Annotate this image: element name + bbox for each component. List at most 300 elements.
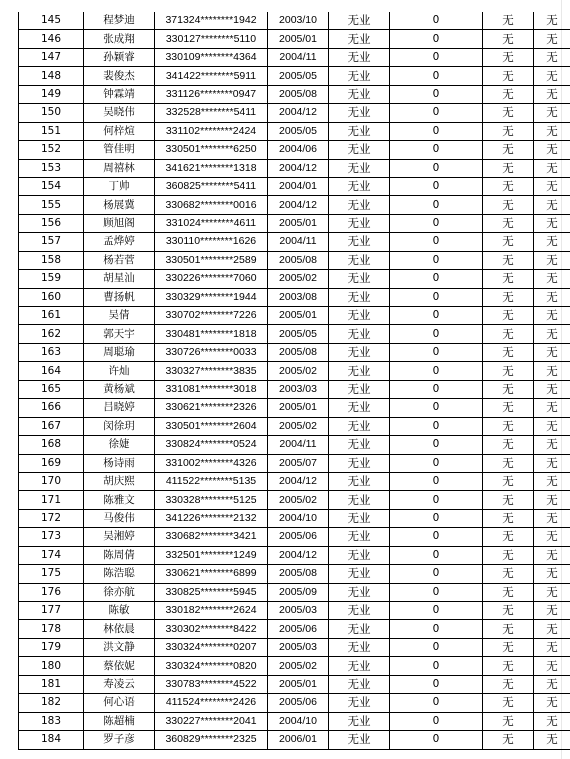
table-row (19, 731, 570, 749)
table-row (19, 638, 570, 656)
field-a-cell: 无 (483, 343, 534, 361)
field-b-cell: 无 (534, 48, 570, 66)
person-name-cell: 杨若菅 (84, 251, 155, 269)
id-number-cell: 371324********1942 (155, 12, 268, 30)
person-name-cell: 洪文静 (84, 638, 155, 656)
field-a-cell: 无 (483, 620, 534, 638)
field-b-cell: 无 (534, 583, 570, 601)
amount-cell: 0 (390, 694, 483, 712)
field-a-cell: 无 (483, 122, 534, 140)
occupation-cell: 无业 (329, 620, 390, 638)
birth-month-cell: 2004/10 (268, 509, 329, 527)
birth-month-cell: 2004/11 (268, 436, 329, 454)
row-number-cell: 145 (19, 12, 84, 30)
row-number-cell: 165 (19, 380, 84, 398)
field-b-cell: 无 (534, 307, 570, 325)
row-number-cell: 170 (19, 472, 84, 490)
id-number-cell: 341226********2132 (155, 509, 268, 527)
person-name-cell: 徐婕 (84, 436, 155, 454)
field-b-cell: 无 (534, 675, 570, 693)
person-name-cell: 孙颖睿 (84, 48, 155, 66)
amount-cell: 0 (390, 675, 483, 693)
occupation-cell: 无业 (329, 491, 390, 509)
id-number-cell: 330621********2326 (155, 399, 268, 417)
person-name-cell: 吴湘婷 (84, 528, 155, 546)
field-b-cell: 无 (534, 30, 570, 48)
row-number-cell: 155 (19, 196, 84, 214)
birth-month-cell: 2004/12 (268, 104, 329, 122)
row-number-cell: 183 (19, 712, 84, 730)
amount-cell: 0 (390, 343, 483, 361)
field-b-cell: 无 (534, 657, 570, 675)
row-number-cell: 150 (19, 104, 84, 122)
person-name-cell: 周聪瑜 (84, 343, 155, 361)
amount-cell: 0 (390, 657, 483, 675)
amount-cell: 0 (390, 436, 483, 454)
field-a-cell: 无 (483, 417, 534, 435)
field-a-cell: 无 (483, 546, 534, 564)
person-name-cell: 胡庆熙 (84, 472, 155, 490)
amount-cell: 0 (390, 509, 483, 527)
field-b-cell: 无 (534, 731, 570, 749)
field-b-cell: 无 (534, 638, 570, 656)
birth-month-cell: 2004/12 (268, 159, 329, 177)
roster-table (18, 12, 570, 750)
field-a-cell: 无 (483, 233, 534, 251)
table-row (19, 528, 570, 546)
birth-month-cell: 2005/06 (268, 694, 329, 712)
id-number-cell: 330324********0207 (155, 638, 268, 656)
table-row (19, 67, 570, 85)
person-name-cell: 张成翔 (84, 30, 155, 48)
person-name-cell: 陈浩聪 (84, 565, 155, 583)
occupation-cell: 无业 (329, 602, 390, 620)
amount-cell: 0 (390, 67, 483, 85)
id-number-cell: 330302********8422 (155, 620, 268, 638)
table-row (19, 214, 570, 232)
field-a-cell: 无 (483, 491, 534, 509)
occupation-cell: 无业 (329, 177, 390, 195)
id-number-cell: 332528********5411 (155, 104, 268, 122)
roster-table-body (19, 12, 570, 749)
table-row (19, 12, 570, 30)
field-a-cell: 无 (483, 307, 534, 325)
field-a-cell: 无 (483, 214, 534, 232)
amount-cell: 0 (390, 583, 483, 601)
amount-cell: 0 (390, 104, 483, 122)
row-number-cell: 160 (19, 288, 84, 306)
occupation-cell: 无业 (329, 380, 390, 398)
occupation-cell: 无业 (329, 67, 390, 85)
table-row (19, 177, 570, 195)
field-b-cell: 无 (534, 454, 570, 472)
occupation-cell: 无业 (329, 583, 390, 601)
occupation-cell: 无业 (329, 233, 390, 251)
birth-month-cell: 2005/06 (268, 620, 329, 638)
birth-month-cell: 2003/08 (268, 288, 329, 306)
person-name-cell: 陈雅文 (84, 491, 155, 509)
table-row (19, 85, 570, 103)
occupation-cell: 无业 (329, 417, 390, 435)
field-b-cell: 无 (534, 141, 570, 159)
id-number-cell: 330110********1626 (155, 233, 268, 251)
field-b-cell: 无 (534, 196, 570, 214)
row-number-cell: 176 (19, 583, 84, 601)
field-b-cell: 无 (534, 288, 570, 306)
birth-month-cell: 2005/01 (268, 30, 329, 48)
field-b-cell: 无 (534, 122, 570, 140)
table-row (19, 288, 570, 306)
field-a-cell: 无 (483, 657, 534, 675)
id-number-cell: 331002********4326 (155, 454, 268, 472)
field-b-cell: 无 (534, 436, 570, 454)
table-row (19, 380, 570, 398)
occupation-cell: 无业 (329, 104, 390, 122)
row-number-cell: 179 (19, 638, 84, 656)
field-b-cell: 无 (534, 509, 570, 527)
field-b-cell: 无 (534, 343, 570, 361)
table-row (19, 251, 570, 269)
person-name-cell: 何梓煊 (84, 122, 155, 140)
id-number-cell: 330109********4364 (155, 48, 268, 66)
person-name-cell: 寿凌云 (84, 675, 155, 693)
row-number-cell: 175 (19, 565, 84, 583)
person-name-cell: 黄杨斌 (84, 380, 155, 398)
amount-cell: 0 (390, 214, 483, 232)
occupation-cell: 无业 (329, 48, 390, 66)
occupation-cell: 无业 (329, 472, 390, 490)
person-name-cell: 杨诗雨 (84, 454, 155, 472)
person-name-cell: 陈超楠 (84, 712, 155, 730)
field-a-cell: 无 (483, 436, 534, 454)
occupation-cell: 无业 (329, 196, 390, 214)
field-a-cell: 无 (483, 67, 534, 85)
amount-cell: 0 (390, 528, 483, 546)
amount-cell: 0 (390, 399, 483, 417)
id-number-cell: 330328********5125 (155, 491, 268, 509)
table-row (19, 546, 570, 564)
row-number-cell: 149 (19, 85, 84, 103)
occupation-cell: 无业 (329, 288, 390, 306)
birth-month-cell: 2004/12 (268, 196, 329, 214)
person-name-cell: 郭天宇 (84, 325, 155, 343)
field-b-cell: 无 (534, 602, 570, 620)
occupation-cell: 无业 (329, 675, 390, 693)
amount-cell: 0 (390, 546, 483, 564)
table-row (19, 565, 570, 583)
field-b-cell: 无 (534, 67, 570, 85)
row-number-cell: 146 (19, 30, 84, 48)
field-a-cell: 无 (483, 104, 534, 122)
occupation-cell: 无业 (329, 657, 390, 675)
row-number-cell: 154 (19, 177, 84, 195)
person-name-cell: 闵徐玥 (84, 417, 155, 435)
birth-month-cell: 2005/07 (268, 454, 329, 472)
amount-cell: 0 (390, 602, 483, 620)
field-b-cell: 无 (534, 85, 570, 103)
field-a-cell: 无 (483, 694, 534, 712)
row-number-cell: 166 (19, 399, 84, 417)
row-number-cell: 156 (19, 214, 84, 232)
amount-cell: 0 (390, 251, 483, 269)
amount-cell: 0 (390, 362, 483, 380)
birth-month-cell: 2005/01 (268, 214, 329, 232)
id-number-cell: 411524********2426 (155, 694, 268, 712)
row-number-cell: 174 (19, 546, 84, 564)
person-name-cell: 罗子彦 (84, 731, 155, 749)
field-a-cell: 无 (483, 251, 534, 269)
amount-cell: 0 (390, 288, 483, 306)
id-number-cell: 360829********2325 (155, 731, 268, 749)
occupation-cell: 无业 (329, 122, 390, 140)
occupation-cell: 无业 (329, 731, 390, 749)
occupation-cell: 无业 (329, 85, 390, 103)
row-number-cell: 152 (19, 141, 84, 159)
id-number-cell: 331126********0947 (155, 85, 268, 103)
table-row (19, 30, 570, 48)
occupation-cell: 无业 (329, 638, 390, 656)
field-a-cell: 无 (483, 362, 534, 380)
table-row (19, 48, 570, 66)
id-number-cell: 330682********3421 (155, 528, 268, 546)
table-row (19, 417, 570, 435)
field-a-cell: 无 (483, 196, 534, 214)
id-number-cell: 330682********0016 (155, 196, 268, 214)
occupation-cell: 无业 (329, 454, 390, 472)
table-row (19, 712, 570, 730)
birth-month-cell: 2005/08 (268, 85, 329, 103)
occupation-cell: 无业 (329, 712, 390, 730)
row-number-cell: 182 (19, 694, 84, 712)
birth-month-cell: 2005/02 (268, 362, 329, 380)
birth-month-cell: 2005/01 (268, 675, 329, 693)
birth-month-cell: 2003/10 (268, 12, 329, 30)
amount-cell: 0 (390, 638, 483, 656)
field-a-cell: 无 (483, 325, 534, 343)
person-name-cell: 许灿 (84, 362, 155, 380)
birth-month-cell: 2005/02 (268, 417, 329, 435)
field-b-cell: 无 (534, 214, 570, 232)
birth-month-cell: 2004/11 (268, 48, 329, 66)
occupation-cell: 无业 (329, 270, 390, 288)
table-row (19, 399, 570, 417)
id-number-cell: 330824********0524 (155, 436, 268, 454)
row-number-cell: 184 (19, 731, 84, 749)
row-number-cell: 180 (19, 657, 84, 675)
person-name-cell: 钟霖靖 (84, 85, 155, 103)
birth-month-cell: 2006/01 (268, 731, 329, 749)
occupation-cell: 无业 (329, 546, 390, 564)
id-number-cell: 330702********7226 (155, 307, 268, 325)
id-number-cell: 360825********5411 (155, 177, 268, 195)
id-number-cell: 330501********2589 (155, 251, 268, 269)
field-b-cell: 无 (534, 362, 570, 380)
birth-month-cell: 2005/02 (268, 657, 329, 675)
field-a-cell: 无 (483, 270, 534, 288)
row-number-cell: 163 (19, 343, 84, 361)
table-row (19, 583, 570, 601)
occupation-cell: 无业 (329, 343, 390, 361)
id-number-cell: 330726********0033 (155, 343, 268, 361)
field-b-cell: 无 (534, 694, 570, 712)
table-row (19, 657, 570, 675)
field-b-cell: 无 (534, 177, 570, 195)
birth-month-cell: 2005/08 (268, 343, 329, 361)
field-b-cell: 无 (534, 380, 570, 398)
id-number-cell: 330226********7060 (155, 270, 268, 288)
birth-month-cell: 2004/11 (268, 233, 329, 251)
person-name-cell: 陈周倩 (84, 546, 155, 564)
occupation-cell: 无业 (329, 399, 390, 417)
id-number-cell: 331081********3018 (155, 380, 268, 398)
id-number-cell: 330501********6250 (155, 141, 268, 159)
occupation-cell: 无业 (329, 694, 390, 712)
id-number-cell: 330329********1944 (155, 288, 268, 306)
id-number-cell: 331102********2424 (155, 122, 268, 140)
table-row (19, 159, 570, 177)
id-number-cell: 330621********6899 (155, 565, 268, 583)
amount-cell: 0 (390, 472, 483, 490)
person-name-cell: 裴俊杰 (84, 67, 155, 85)
birth-month-cell: 2005/03 (268, 638, 329, 656)
field-b-cell: 无 (534, 233, 570, 251)
amount-cell: 0 (390, 177, 483, 195)
birth-month-cell: 2004/10 (268, 712, 329, 730)
table-row (19, 270, 570, 288)
birth-month-cell: 2005/05 (268, 67, 329, 85)
id-number-cell: 330227********2041 (155, 712, 268, 730)
field-a-cell: 无 (483, 602, 534, 620)
field-a-cell: 无 (483, 399, 534, 417)
amount-cell: 0 (390, 325, 483, 343)
row-number-cell: 153 (19, 159, 84, 177)
birth-month-cell: 2005/06 (268, 528, 329, 546)
field-b-cell: 无 (534, 325, 570, 343)
table-row (19, 436, 570, 454)
person-name-cell: 程梦迪 (84, 12, 155, 30)
occupation-cell: 无业 (329, 141, 390, 159)
field-a-cell: 无 (483, 565, 534, 583)
table-row (19, 196, 570, 214)
birth-month-cell: 2004/12 (268, 472, 329, 490)
person-name-cell: 孟烨婷 (84, 233, 155, 251)
field-a-cell: 无 (483, 85, 534, 103)
person-name-cell: 徐亦航 (84, 583, 155, 601)
field-a-cell: 无 (483, 712, 534, 730)
id-number-cell: 332501********1249 (155, 546, 268, 564)
person-name-cell: 陈敏 (84, 602, 155, 620)
amount-cell: 0 (390, 85, 483, 103)
amount-cell: 0 (390, 731, 483, 749)
birth-month-cell: 2005/05 (268, 122, 329, 140)
id-number-cell: 341621********1318 (155, 159, 268, 177)
birth-month-cell: 2005/02 (268, 491, 329, 509)
table-row (19, 675, 570, 693)
occupation-cell: 无业 (329, 436, 390, 454)
amount-cell: 0 (390, 48, 483, 66)
table-row (19, 141, 570, 159)
row-number-cell: 171 (19, 491, 84, 509)
table-row (19, 325, 570, 343)
table-row (19, 307, 570, 325)
field-b-cell: 无 (534, 251, 570, 269)
birth-month-cell: 2005/02 (268, 270, 329, 288)
field-b-cell: 无 (534, 159, 570, 177)
person-name-cell: 丁帅 (84, 177, 155, 195)
occupation-cell: 无业 (329, 307, 390, 325)
id-number-cell: 331024********4611 (155, 214, 268, 232)
field-a-cell: 无 (483, 159, 534, 177)
occupation-cell: 无业 (329, 30, 390, 48)
field-b-cell: 无 (534, 270, 570, 288)
amount-cell: 0 (390, 233, 483, 251)
person-name-cell: 胡星汕 (84, 270, 155, 288)
field-a-cell: 无 (483, 528, 534, 546)
field-b-cell: 无 (534, 399, 570, 417)
person-name-cell: 林依晨 (84, 620, 155, 638)
id-number-cell: 330324********0820 (155, 657, 268, 675)
row-number-cell: 158 (19, 251, 84, 269)
id-number-cell: 341422********5911 (155, 67, 268, 85)
person-name-cell: 杨展冀 (84, 196, 155, 214)
birth-month-cell: 2005/08 (268, 565, 329, 583)
field-b-cell: 无 (534, 546, 570, 564)
field-a-cell: 无 (483, 638, 534, 656)
field-b-cell: 无 (534, 104, 570, 122)
person-name-cell: 吴倩 (84, 307, 155, 325)
table-row (19, 362, 570, 380)
field-b-cell: 无 (534, 472, 570, 490)
amount-cell: 0 (390, 122, 483, 140)
field-a-cell: 无 (483, 454, 534, 472)
amount-cell: 0 (390, 620, 483, 638)
id-number-cell: 330825********5945 (155, 583, 268, 601)
person-name-cell: 周禧林 (84, 159, 155, 177)
amount-cell: 0 (390, 141, 483, 159)
person-name-cell: 吴晓伟 (84, 104, 155, 122)
row-number-cell: 169 (19, 454, 84, 472)
row-number-cell: 181 (19, 675, 84, 693)
amount-cell: 0 (390, 380, 483, 398)
amount-cell: 0 (390, 12, 483, 30)
amount-cell: 0 (390, 307, 483, 325)
id-number-cell: 411522********5135 (155, 472, 268, 490)
person-name-cell: 曹扬帆 (84, 288, 155, 306)
field-a-cell: 无 (483, 288, 534, 306)
field-a-cell: 无 (483, 30, 534, 48)
table-row (19, 620, 570, 638)
amount-cell: 0 (390, 159, 483, 177)
row-number-cell: 167 (19, 417, 84, 435)
amount-cell: 0 (390, 491, 483, 509)
birth-month-cell: 2005/01 (268, 399, 329, 417)
row-number-cell: 148 (19, 67, 84, 85)
occupation-cell: 无业 (329, 12, 390, 30)
row-number-cell: 159 (19, 270, 84, 288)
person-name-cell: 马俊伟 (84, 509, 155, 527)
id-number-cell: 330127********5110 (155, 30, 268, 48)
birth-month-cell: 2005/09 (268, 583, 329, 601)
field-b-cell: 无 (534, 620, 570, 638)
id-number-cell: 330501********2604 (155, 417, 268, 435)
table-row (19, 104, 570, 122)
amount-cell: 0 (390, 270, 483, 288)
field-a-cell: 无 (483, 380, 534, 398)
person-name-cell: 何心语 (84, 694, 155, 712)
field-b-cell: 无 (534, 565, 570, 583)
occupation-cell: 无业 (329, 509, 390, 527)
row-number-cell: 147 (19, 48, 84, 66)
